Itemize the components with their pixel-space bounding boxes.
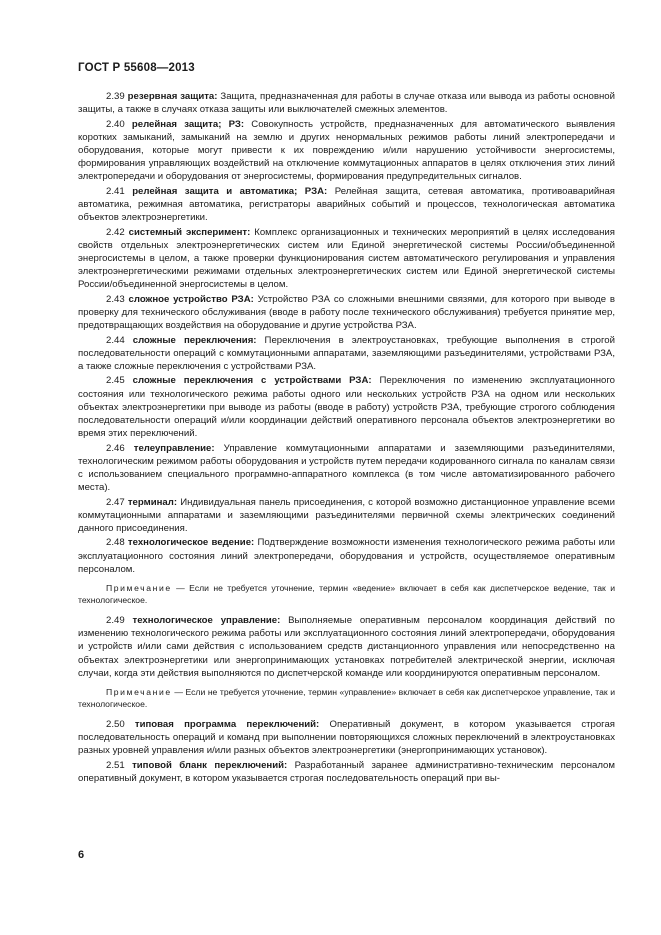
document-body [78, 90, 615, 786]
entry-number: 2.48 [106, 537, 125, 549]
entry-term: сложное устройство РЗА: [128, 293, 254, 305]
entry-number: 2.47 [106, 496, 125, 508]
entry-number: 2.45 [106, 375, 125, 387]
entry-text: Выполняемые оперативным персоналом координация действий по изменению технологического режима работы или эксплуатационного состояния линий электропередачи, оборудования и устройств и/или сами действия с использованием средств дистанционного управления или непосредственно на объектах электроэнергетики или энергопринимающих установках потребителей электрической энергии, исключая случаи, когда эти действия выполняются по диспетчерской команде или координируются оперативным персоналом. [78, 615, 616, 679]
entry-term: сложные переключения: [132, 334, 257, 346]
entry-term: сложные переключения с устройствами РЗА: [132, 375, 372, 387]
entry-number: 2.50 [106, 719, 125, 731]
entry-text: Управление коммутационными аппаратами и заземляющими разъединителями, технологическим режимом работы оборудования и устройств путем передачи кодированного сигнала по каналам связи с использованием специального программно-аппаратного комплекса (в том числе автоматизированного рабочего места). [78, 442, 615, 494]
note-2 [78, 686, 615, 710]
note-1 [78, 582, 615, 606]
entry-text: Релейная защита, сетевая автоматика, противоаварийная автоматика, режимная автоматика, регистраторы аварийных событий и процессов, технологическая автоматика объектов электроэнергетики. [78, 185, 616, 224]
entry-number: 2.46 [106, 442, 125, 454]
entry-number: 2.44 [106, 334, 125, 346]
note-label: Примечание [106, 687, 172, 698]
entry-text: Переключения в электроустановках, требующие выполнения в строгой последовательности операций с коммутационными аппаратами, заземляющими разъединителями, устройствами РЗА, а также сложные переключения с устройствами РЗА. [78, 334, 615, 372]
entry-text: Переключения по изменению эксплуатационного состояния или технологического режима работы одного или нескольких устройств РЗА на одном или нескольких объектах электроэнергетики при выводе из работы (вводе в работу) устройств РЗА, требующие строгого соблюдения последовательности операций и/или координации действий оперативного персонала объектов электроэнергетики во время этих переключений. [78, 375, 616, 440]
entry-term: терминал: [127, 496, 178, 508]
definition-entry [78, 536, 615, 576]
definitions-group-1 [78, 90, 615, 576]
definition-entry [78, 718, 615, 758]
definition-entry [78, 226, 615, 292]
entry-text: Устройство РЗА со сложными внешними связями, для которого при выводе в проверку для технического обслуживания (вводе в работу после технического обслуживания) требуется принятие мер, предотвращающих воздействия на оборудование и другие устройства РЗА. [78, 293, 615, 332]
definition-entry [78, 614, 615, 680]
entry-term: типовая программа переключений: [134, 719, 320, 731]
entry-text: Индивидуальная панель присоединения, с которой возможно дистанционное управление всеми коммутационными аппаратами и заземляющими разъединителями первичной схемы электрических соединений данного присоединения. [78, 496, 616, 534]
entry-number: 2.49 [106, 615, 125, 626]
page-header: ГОСТ Р 55608—2013 [78, 62, 195, 74]
note-label: Примечание [106, 583, 172, 593]
entry-text: Подтверждение возможности изменения технологического режима работы или эксплуатационного состояния линий электропередачи, оборудования и устройств, осуществляемое оперативным персоналом. [78, 537, 615, 575]
entry-term: технологическое управление: [132, 615, 281, 626]
definition-entry [78, 374, 615, 440]
definition-entry [78, 90, 615, 116]
entry-term: технологическое ведение: [127, 537, 255, 549]
entry-term: резервная защита: [127, 91, 218, 102]
definition-entry [78, 334, 615, 374]
entry-number: 2.43 [106, 293, 125, 305]
entry-number: 2.40 [106, 118, 125, 130]
entry-term: типовой бланк переключений: [132, 759, 288, 771]
entry-text: Комплекс организационных и технических мероприятий в целях исследования свойств отдельных электроэнергетических систем или Единой энергетической системы России/объединенной энергосистемы в целом, а также проверки функционирования систем автоматического регулирования и управления электроэнергетическими режимами отдельных электроэнергетических систем или Единой энергетической системы России/объединенной энергосистемы в целом. [78, 226, 615, 291]
definition-entry [78, 759, 615, 785]
entry-number: 2.39 [106, 91, 125, 102]
entry-number: 2.41 [106, 185, 125, 197]
note-text: — Если не требуется уточнение, термин «ведение» включает в себя как диспетчерское ведение, так и технологическое. [78, 583, 615, 605]
entry-number: 2.42 [106, 226, 125, 238]
entry-term: релейная защита и автоматика; РЗА: [132, 185, 328, 197]
page-number: 6 [78, 849, 85, 861]
entry-text: Защита, предназначенная для работы в случае отказа или вывода из работы основной защиты, а также в случаях отказа защиты или выключателей смежных элементов. [78, 91, 615, 116]
entry-text: Совокупность устройств, предназначенных для автоматического выявления коротких замыканий, замыканий на землю и других ненормальных режимов работы линий электропередачи и оборудования, которые могут привести к их повреждению и/или нарушению устойчивости энергосистемы, формирования управляющих воздействий на отключение коммутационных аппаратов в целях отключения этих линий электропередачи и оборудования от энергосистемы, формирования предупредительных сигналов. [78, 118, 616, 183]
definitions-group-3 [78, 718, 615, 785]
definition-entry [78, 496, 615, 536]
definition-entry [78, 118, 615, 184]
entry-term: системный эксперимент: [128, 226, 251, 238]
definitions-group-2 [78, 614, 615, 680]
entry-term: релейная защита; РЗ: [131, 118, 245, 130]
entry-term: телеуправление: [133, 442, 215, 454]
definition-entry [78, 293, 615, 333]
entry-number: 2.51 [106, 759, 125, 771]
entry-text: Разработанный заранее административно-техническим персоналом оперативный документ, в котором указывается строгая последовательность операций при вы- [78, 759, 615, 785]
definition-entry [78, 442, 615, 495]
note-text: — Если не требуется уточнение, термин «управление» включает в себя как диспетчерское управление, так и технологическое. [78, 687, 615, 710]
definition-entry [78, 185, 615, 225]
entry-text: Оперативный документ, в котором указывается строгая последовательность операций и команд при выполнении повторяющихся сложных переключений в электроустановках разных уровней управления и/или разных объектов электроэнергетики (энергопринимающих установок). [78, 719, 615, 757]
